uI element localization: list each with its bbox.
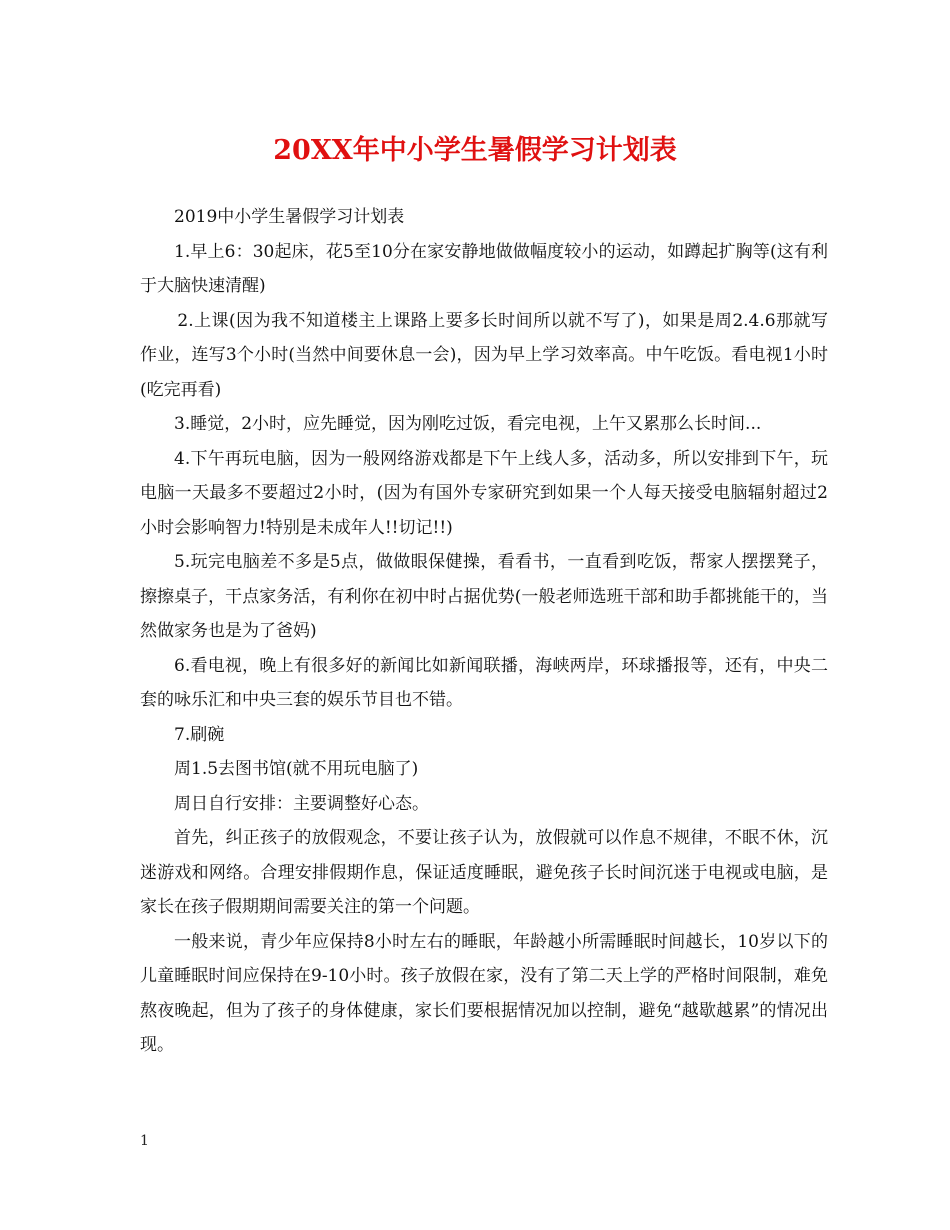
page-number: 1	[140, 1133, 149, 1149]
body-paragraph-advice-1: 首先，纠正孩子的放假观念，不要让孩子认为，放假就可以作息不规律，不眠不休，沉迷游戏和网络。合理安排假期作息，保证适度睡眠，避免孩子长时间沉迷于电视或电脑，是家长在孩子假期期间需要关注的第一个问题。	[140, 828, 828, 917]
document-title: 20XX年中小学生暑假学习计划表	[273, 135, 677, 166]
body-paragraph-item-3: 3.睡觉，2小时，应先睡觉，因为刚吃过饭，看完电视，上午又累那么长时间...	[174, 414, 762, 434]
body-paragraph-advice-2: 一般来说，青少年应保持8小时左右的睡眠，年龄越小所需睡眠时间越长，10岁以下的儿童睡眠时间应保持在9-10小时。孩子放假在家，没有了第二天上学的严格时间限制，难免熬夜晚起，但为了孩子的身体健康，家长们要根据情况加以控制，避免“越歇越累”的情况出现。	[140, 931, 828, 1055]
body-paragraph-item-4: 4.下午再玩电脑，因为一般网络游戏都是下午上线人多，活动多，所以安排到下午，玩电脑一天最多不要超过2小时，(因为有国外专家研究到如果一个人每天接受电脑辐射超过2小时会影响智力!特别是未成年人!!切记!!)	[140, 448, 828, 538]
body-paragraph-subtitle: 2019中小学生暑假学习计划表	[174, 207, 405, 227]
document-body	[140, 200, 828, 1063]
body-paragraph-item-7: 7.刷碗	[174, 724, 225, 745]
body-paragraph-item-1: 1.早上6：30起床，花5至10分在家安静地做做幅度较小的运动，如蹲起扩胸等(这有利于大脑快速清醒)	[140, 241, 828, 296]
body-paragraph-item-2: 2.上课(因为我不知道楼主上课路上要多长时间所以就不写了)，如果是周2.4.6那就写作业，连写3个小时(当然中间要休息一会)，因为早上学习效率高。中午吃饭。看电视1小时(吃完再看)	[140, 310, 828, 400]
body-paragraph-sunday: 周日自行安排：主要调整好心态。	[174, 793, 429, 814]
body-paragraph-item-5: 5.玩完电脑差不多是5点，做做眼保健操，看看书，一直看到吃饭，帮家人摆摆凳子，擦擦桌子，干点家务活，有利你在初中时占据优势(一般老师选班干部和助手都挑能干的，当然做家务也是为了爸妈)	[140, 552, 828, 641]
body-paragraph-item-6: 6.看电视，晚上有很多好的新闻比如新闻联播，海峡两岸，环球播报等，还有，中央二套的咏乐汇和中央三套的娱乐节目也不错。	[140, 655, 828, 710]
body-paragraph-weekday: 周1.5去图书馆(就不用玩电脑了)	[174, 759, 419, 779]
